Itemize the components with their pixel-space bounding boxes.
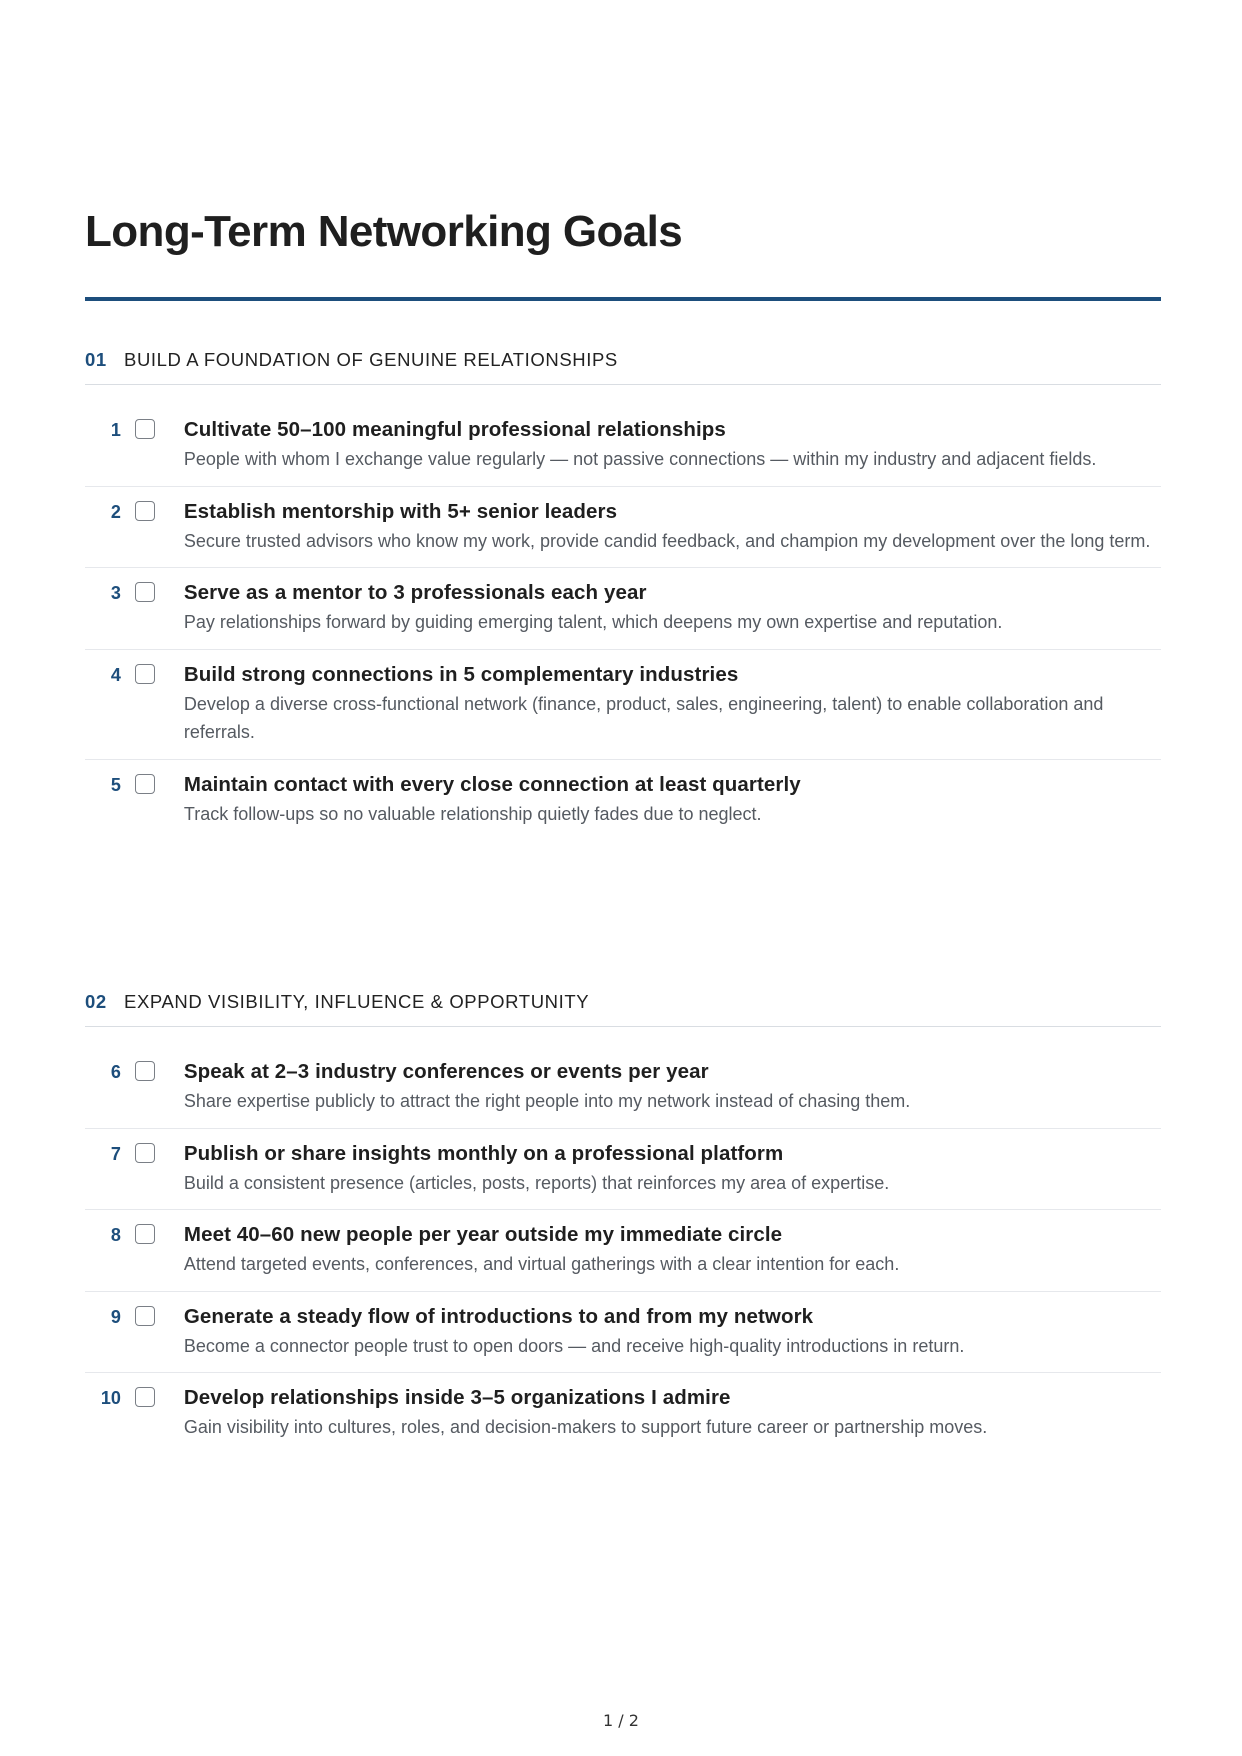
page-title: Long-Term Networking Goals (85, 207, 683, 256)
goal-number: 8 (110, 1225, 121, 1245)
goal-item (85, 650, 1161, 760)
goal-description: People with whom I exchange value regularly — not passive connections — within my industry and adjacent fields. (183, 449, 1097, 469)
goal-number: 5 (110, 774, 121, 795)
goal-number: 7 (110, 1143, 121, 1164)
goal-checkbox[interactable] (135, 501, 155, 521)
goal-description: Become a connector people trust to open doors — and receive high-quality introductions in return. (183, 1335, 965, 1356)
goal-description: Develop a diverse cross-functional network (finance, product, sales, engineering, talent) to enable collaboration and referrals. (183, 693, 1104, 742)
goal-body (184, 579, 1161, 637)
goal-description: Track follow-ups so no valuable relationship quietly fades due to neglect. (183, 803, 762, 824)
goal-number: 9 (110, 1306, 121, 1327)
goal-checkbox[interactable] (135, 1143, 155, 1163)
goal-title: Establish mentorship with 5+ senior leaders (183, 499, 618, 523)
goal-item (85, 487, 1161, 569)
goal-checkbox[interactable] (135, 774, 155, 794)
goal-checkbox[interactable] (135, 664, 155, 684)
section-relationships (85, 336, 1161, 840)
goal-number: 4 (110, 664, 121, 685)
goal-item (85, 405, 1161, 487)
goal-number: 10 (100, 1388, 121, 1408)
goal-title: Publish or share insights monthly on a professional platform (183, 1141, 784, 1165)
goal-body (184, 498, 1161, 556)
section-header (85, 978, 1161, 1027)
goal-title: Generate a steady flow of introductions to and from my network (183, 1304, 814, 1328)
goal-number: 3 (110, 583, 121, 603)
title-divider (85, 297, 1161, 301)
section-title: EXPAND VISIBILITY, INFLUENCE & OPPORTUNITY (124, 991, 590, 1012)
goal-body (184, 771, 1161, 829)
goal-description: Pay relationships forward by guiding emerging talent, which deepens my own expertise and reputation. (183, 612, 1003, 632)
goal-item (85, 760, 1161, 841)
goal-checkbox[interactable] (135, 1306, 155, 1326)
goal-description: Share expertise publicly to attract the right people into my network instead of chasing them. (183, 1091, 911, 1111)
section-header (85, 336, 1161, 385)
goal-title: Cultivate 50–100 meaningful professional relationships (183, 418, 726, 441)
section-visibility (85, 978, 1161, 1454)
goal-item (85, 1210, 1161, 1292)
goal-description: Gain visibility into cultures, roles, and decision-makers to support future career or partnership moves. (183, 1417, 988, 1437)
goal-item (85, 568, 1161, 650)
goal-item (85, 1047, 1161, 1129)
section-number: 01 (85, 349, 107, 370)
page-number: 1 / 2 (603, 1711, 639, 1730)
goal-body (184, 1058, 1161, 1116)
goal-number: 1 (110, 420, 121, 440)
goal-body (184, 1140, 1161, 1198)
goal-number: 6 (110, 1062, 121, 1082)
goal-title: Maintain contact with every close connection at least quarterly (183, 772, 801, 796)
document-page (85, 0, 1161, 1756)
goal-checkbox[interactable] (135, 1061, 155, 1081)
goal-body (184, 416, 1161, 474)
goal-body (184, 1303, 1161, 1361)
goal-checkbox[interactable] (135, 582, 155, 602)
goal-body (184, 1221, 1161, 1279)
goal-title: Meet 40–60 new people per year outside my immediate circle (183, 1223, 783, 1246)
goal-description: Build a consistent presence (articles, posts, reports) that reinforces my area of expertise. (183, 1172, 890, 1193)
goal-item (85, 1129, 1161, 1211)
goal-description: Attend targeted events, conferences, and virtual gatherings with a clear intention for each. (183, 1254, 900, 1274)
goal-checkbox[interactable] (135, 1224, 155, 1244)
goal-title: Serve as a mentor to 3 professionals each year (183, 581, 647, 604)
goal-checkbox[interactable] (135, 419, 155, 439)
section-title: BUILD A FOUNDATION OF GENUINE RELATIONSHIPS (124, 349, 618, 370)
goal-title: Develop relationships inside 3–5 organizations I admire (183, 1386, 731, 1409)
goal-item (85, 1292, 1161, 1374)
goal-title: Build strong connections in 5 complementary industries (183, 662, 739, 686)
goal-body (184, 1384, 1161, 1442)
goal-body (184, 661, 1161, 747)
goal-description: Secure trusted advisors who know my work, provide candid feedback, and champion my development over the long term. (183, 530, 1151, 551)
section-number: 02 (85, 991, 107, 1012)
goal-number: 2 (110, 501, 121, 522)
goal-item (85, 1373, 1161, 1454)
goal-checkbox[interactable] (135, 1387, 155, 1407)
goal-list (85, 405, 1161, 840)
goal-list (85, 1047, 1161, 1454)
goal-title: Speak at 2–3 industry conferences or events per year (183, 1060, 709, 1083)
